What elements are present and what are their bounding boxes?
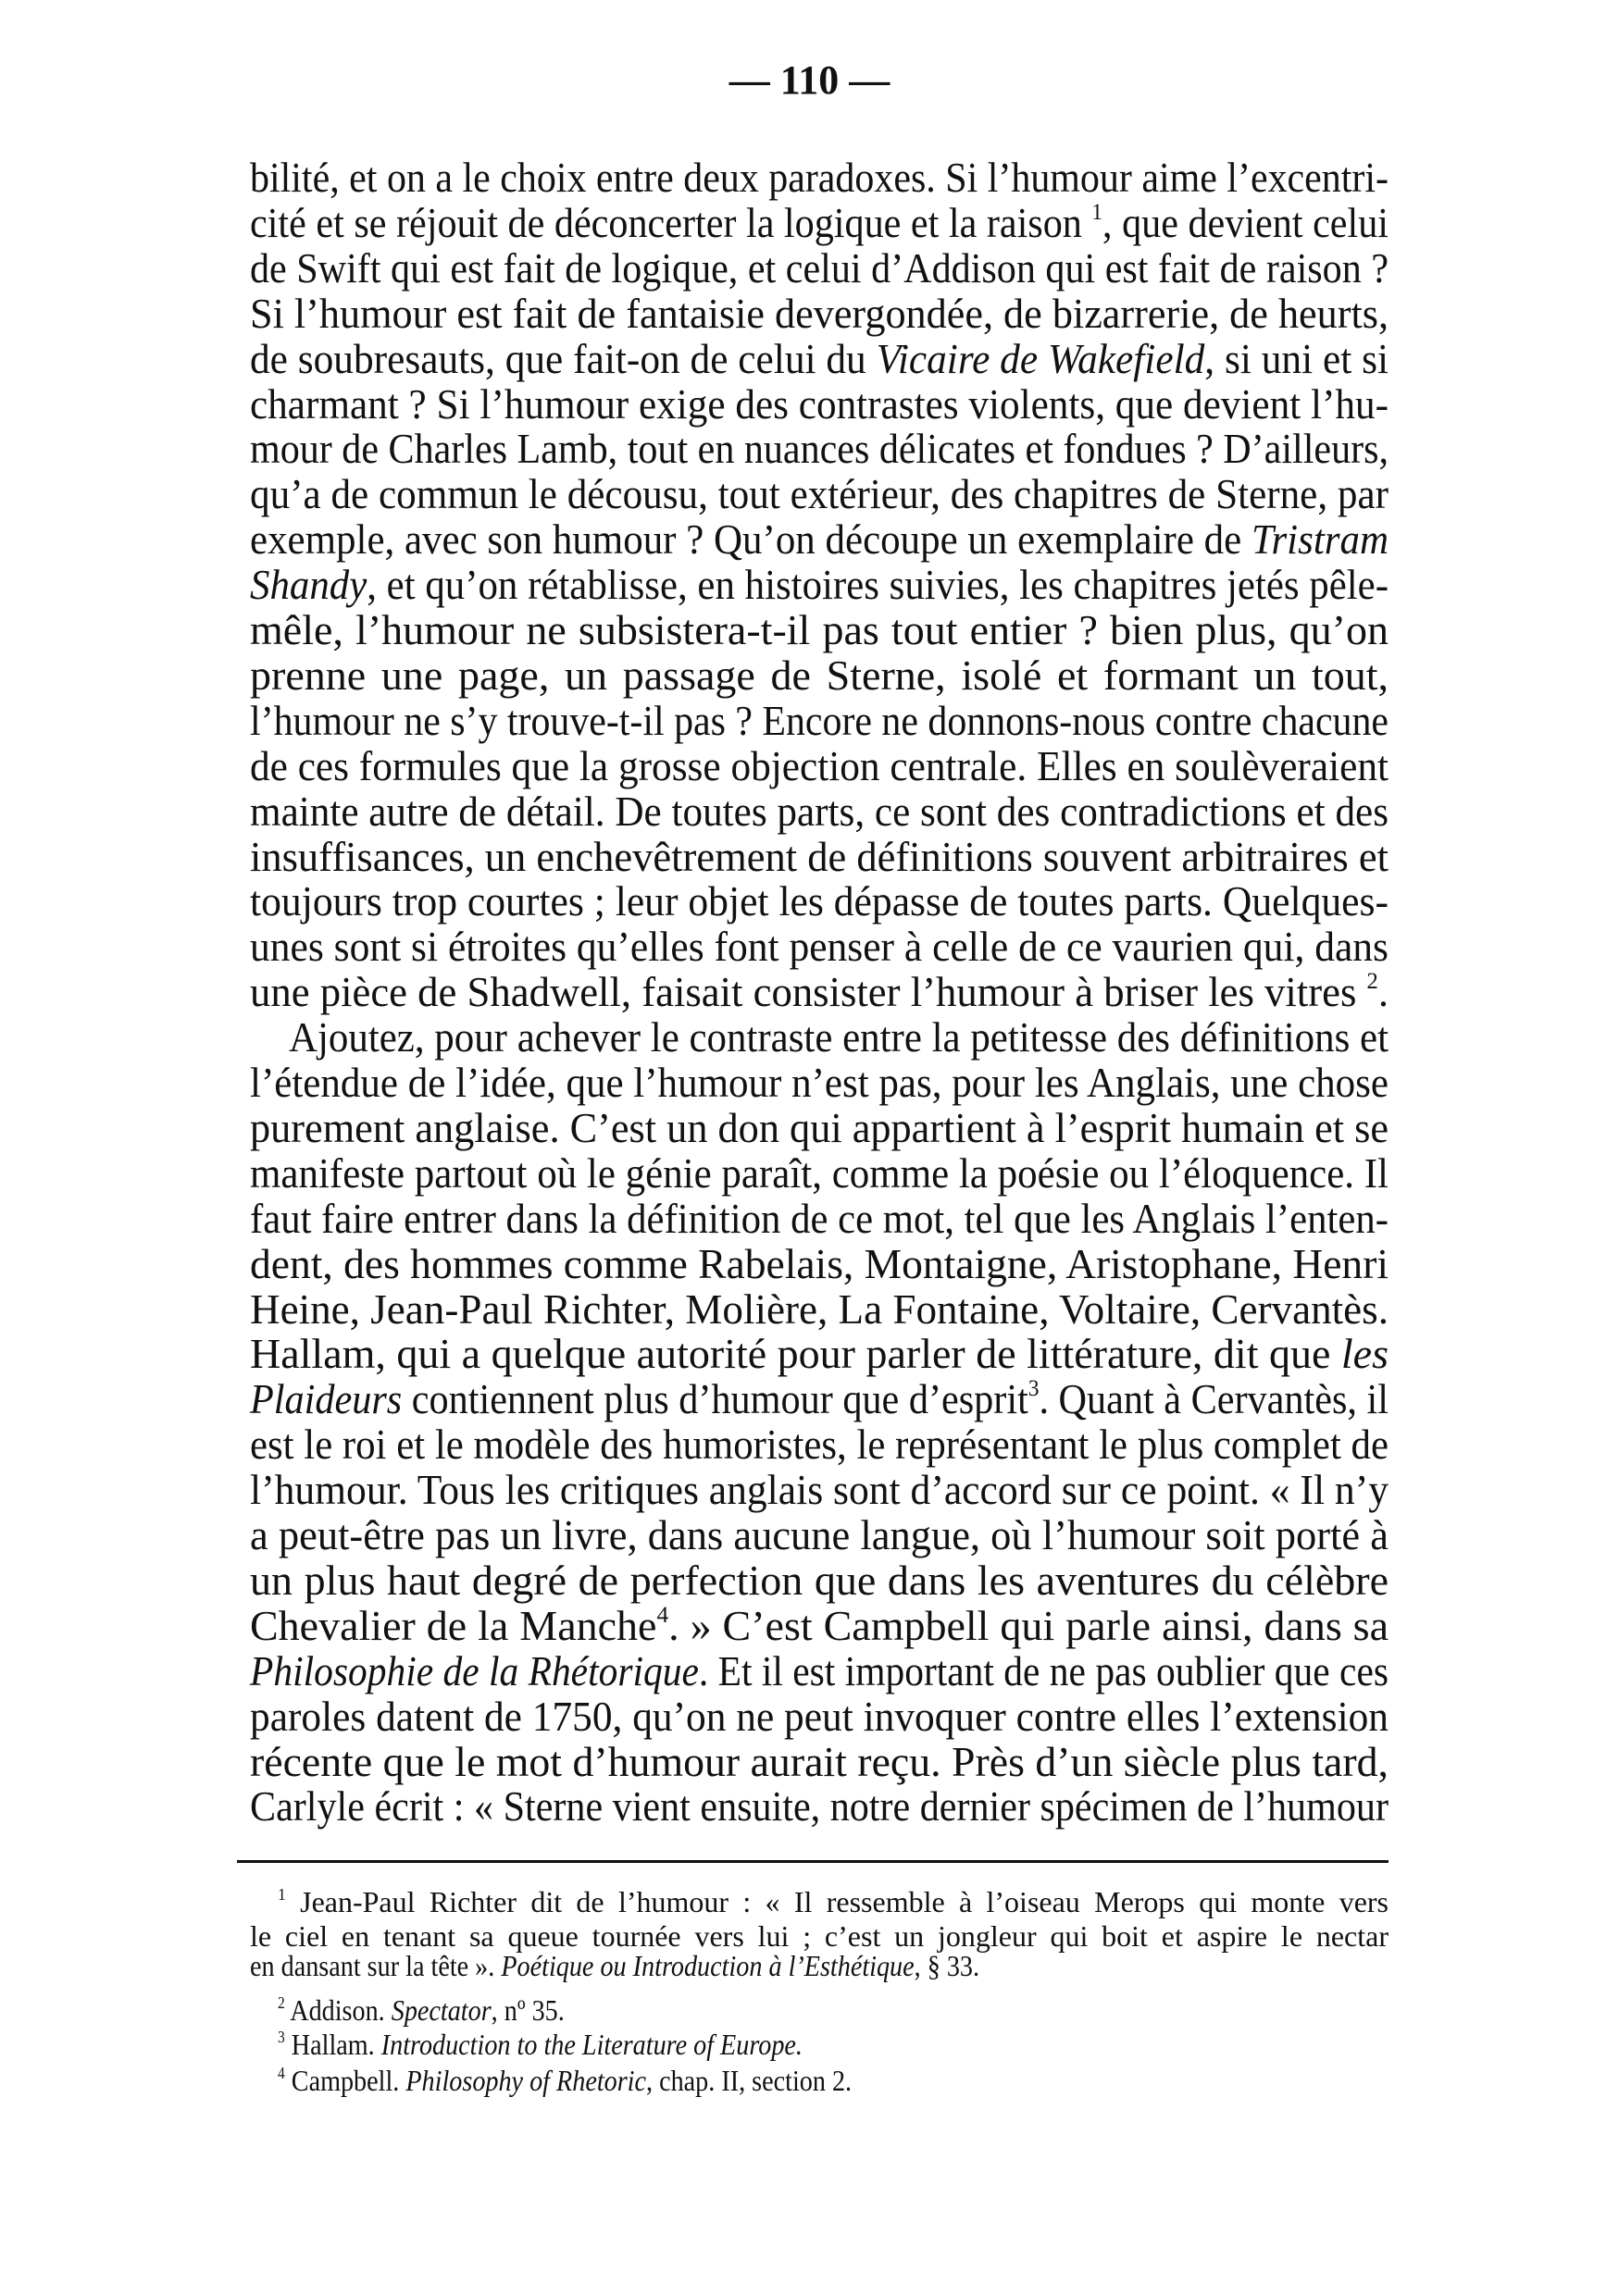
text-run: . Et il est important de ne pas oublier que ces <box>698 1646 1389 1694</box>
text-run: récente que le mot d’humour aurait reçu. Près d’un siècle plus tard, <box>250 1737 1389 1785</box>
italic-text: Spectator <box>391 1993 492 2027</box>
body-line <box>250 653 1389 698</box>
body-line <box>250 832 1389 880</box>
text-run: Heine, Jean-Paul Richter, Molière, La Fontaine, Voltaire, Cervantès. <box>250 1285 1389 1333</box>
text-run: purement anglaise. C’est un don qui appartient à l’esprit humain et se <box>250 1103 1389 1151</box>
text-run: faut faire entrer dans la définition de ce mot, tel que les Anglais l’enten- <box>250 1194 1389 1242</box>
text-run: Ajoutez, pour achever le contraste entre la petitesse des définitions et <box>289 1013 1389 1061</box>
text-run: charmant ? Si l’humour exige des contrastes violents, que devient l’hu- <box>250 379 1389 428</box>
text-run: contiennent plus d’humour que d’esprit <box>402 1375 1028 1423</box>
text-run: une pièce de Shadwell, faisait consister l’humour à briser les vitres <box>250 968 1367 1016</box>
text-run: a peut-être pas un livre, dans aucune langue, où l’humour soit porté à <box>250 1511 1389 1558</box>
footnote-line <box>278 2065 852 2096</box>
text-run: , que devient celui <box>1102 198 1389 246</box>
italic-text: Tristram <box>1251 515 1389 564</box>
italic-text: Introduction to the Literature of Europe. <box>380 2028 803 2061</box>
footnote-line <box>250 1950 979 1981</box>
text-run: un plus haut degré de perfection que dans les aventures du célèbre <box>250 1556 1389 1604</box>
italic-text: Plaideurs <box>250 1375 403 1423</box>
body-line <box>250 1646 1389 1694</box>
text-run: Si l’humour est fait de fantaisie devergondée, de bizarrerie, de heurts, <box>250 289 1389 337</box>
text-run: Chevalier de la Manche <box>250 1601 657 1649</box>
text-run: l’humour ne s’y trouve-t-il pas ? Encore ne donnons-nous contre chacune <box>250 696 1389 744</box>
body-line <box>250 970 1389 1014</box>
footnote-rule <box>237 1860 1389 1863</box>
footnote-line <box>278 1994 565 2026</box>
italic-text: les <box>1340 1330 1389 1378</box>
text-run: cité et se réjouit de déconcerter la logique et la raison <box>250 198 1092 246</box>
page-number: — 110 — <box>729 57 890 103</box>
italic-text: Vicaire de Wakefield <box>876 334 1205 382</box>
text-run: unes sont si étroites qu’elles font penser à celle de ce vaurien qui, dans <box>250 923 1389 971</box>
body-line <box>250 1784 1389 1829</box>
text-run: , chap. II, section 2. <box>646 2064 853 2097</box>
footnote-marker: 4 <box>656 1601 669 1628</box>
body-line <box>250 472 1389 516</box>
text-run: en dansant sur la tête ». <box>250 1949 502 1982</box>
body-line <box>250 155 1389 200</box>
body-line <box>250 1103 1389 1151</box>
text-run: , § 33. <box>914 1949 980 1982</box>
footnote-marker: 1 <box>278 1884 286 1904</box>
text-run: , et qu’on rétablisse, en histoires suivies, les chapitres jetés pêle- <box>367 561 1389 609</box>
text-run: Addison. <box>284 1993 392 2027</box>
body-line <box>250 334 1389 382</box>
body-line <box>250 1422 1389 1467</box>
text-run: de ces formules que la grosse objection centrale. Elles en soulèveraient <box>250 741 1389 789</box>
footnote-marker: 1 <box>1091 198 1102 225</box>
body-line <box>250 1239 1389 1287</box>
text-run: prenne une page, un passage de Sterne, isolé et formant un tout, <box>250 651 1389 699</box>
text-run: Campbell. <box>284 2064 406 2097</box>
text-run: toujours trop courtes ; leur objet les dépasse de toutes parts. Quelques- <box>250 877 1389 925</box>
body-line <box>250 243 1389 292</box>
text-run: Carlyle écrit : « Sterne vient ensuite, notre dernier spécimen de l’humour <box>250 1782 1389 1831</box>
text-run: l’humour. Tous les critiques anglais sont d’accord sur ce point. « Il n’y <box>250 1466 1389 1514</box>
text-run: de Swift qui est fait de logique, et celui d’Addison qui est fait de raison ? <box>250 243 1389 292</box>
text-run: mainte autre de détail. De toutes parts, ce sont des contradictions et des <box>250 787 1389 835</box>
text-run: Hallam. <box>284 2028 381 2061</box>
body-line <box>250 1468 1389 1512</box>
body-line <box>250 1377 1389 1421</box>
body-line <box>250 1194 1389 1242</box>
body-line <box>250 789 1389 834</box>
text-run: le ciel en tenant sa queue tournée vers lui ; c’est un jongleur qui boit et aspire le nectar <box>250 1919 1389 1953</box>
body-line <box>250 608 1389 652</box>
body-line <box>250 1061 1389 1105</box>
text-run: . Quant à Cervantès, il <box>1039 1375 1389 1423</box>
text-run: exemple, avec son humour ? Qu’on découpe un exemplaire de <box>250 515 1252 564</box>
body-line <box>250 289 1389 337</box>
text-run: , si uni et si <box>1204 334 1389 382</box>
body-line <box>250 1148 1389 1197</box>
body-line <box>250 198 1389 246</box>
italic-text: Poétique ou Introduction à l’Esthétique <box>501 1949 915 1982</box>
body-line <box>289 1015 1389 1060</box>
text-run: mour de Charles Lamb, tout en nuances délicates et fondues ? D’ailleurs, <box>250 425 1389 473</box>
body-line <box>250 925 1389 969</box>
text-run: mêle, l’humour ne subsistera-t-il pas tout entier ? bien plus, qu’on <box>250 606 1389 653</box>
text-run: l’étendue de l’idée, que l’humour n’est pas, pour les Anglais, une chose <box>250 1059 1389 1106</box>
body-line <box>250 1287 1389 1332</box>
body-line <box>250 879 1389 924</box>
body-line <box>250 517 1389 562</box>
italic-text: Philosophie de la Rhétorique <box>250 1646 699 1694</box>
footnote-line <box>278 2029 803 2060</box>
text-run: paroles datent de 1750, qu’on ne peut invoquer contre elles l’extension <box>250 1692 1389 1740</box>
text-run: est le roi et le modèle des humoristes, le représentant le plus complet de <box>250 1421 1389 1469</box>
text-run: qu’a de commun le décousu, tout extérieur, des chapitres de Sterne, par <box>250 470 1389 518</box>
italic-text: Shandy <box>250 561 367 609</box>
body-line <box>250 1694 1389 1739</box>
text-run: . <box>1377 968 1389 1016</box>
footnote-marker: 3 <box>1027 1375 1040 1402</box>
footnote-line <box>250 1920 1389 1952</box>
text-run: , nº 35. <box>491 1993 565 2027</box>
text-run: bilité, et on a le choix entre deux paradoxes. Si l’humour aime l’excentri- <box>250 154 1389 201</box>
footnote-marker: 3 <box>278 2027 285 2046</box>
footnote-marker: 2 <box>278 1992 285 2012</box>
footnote-marker: 2 <box>1366 968 1378 995</box>
text-run: Jean-Paul Richter dit de l’humour : « Il ressemble à l’oiseau Merops qui monte vers <box>285 1885 1389 1918</box>
body-line <box>250 1558 1389 1603</box>
body-line <box>250 1737 1389 1785</box>
body-line <box>250 379 1389 428</box>
footnote-line <box>278 1886 1389 1917</box>
text-run: Hallam, qui a quelque autorité pour parler de littérature, dit que <box>250 1330 1341 1378</box>
text-run: manifeste partout où le génie paraît, comme la poésie ou l’éloquence. Il <box>250 1148 1389 1197</box>
body-line <box>250 741 1389 789</box>
text-run: . » C’est Campbell qui parle ainsi, dans sa <box>668 1601 1389 1649</box>
body-line <box>250 696 1389 744</box>
body-line <box>250 427 1389 471</box>
text-run: dent, des hommes comme Rabelais, Montaigne, Aristophane, Henri <box>250 1239 1389 1287</box>
italic-text: Philosophy of Rhetoric <box>405 2064 647 2097</box>
text-run: de soubresauts, que fait-on de celui du <box>250 334 877 382</box>
body-line <box>250 1332 1389 1376</box>
text-run: insuffisances, un enchevêtrement de définitions souvent arbitraires et <box>250 832 1389 880</box>
body-line <box>250 1513 1389 1558</box>
body-line <box>250 563 1389 607</box>
footnote-marker: 4 <box>278 2063 285 2082</box>
body-line <box>250 1601 1389 1649</box>
